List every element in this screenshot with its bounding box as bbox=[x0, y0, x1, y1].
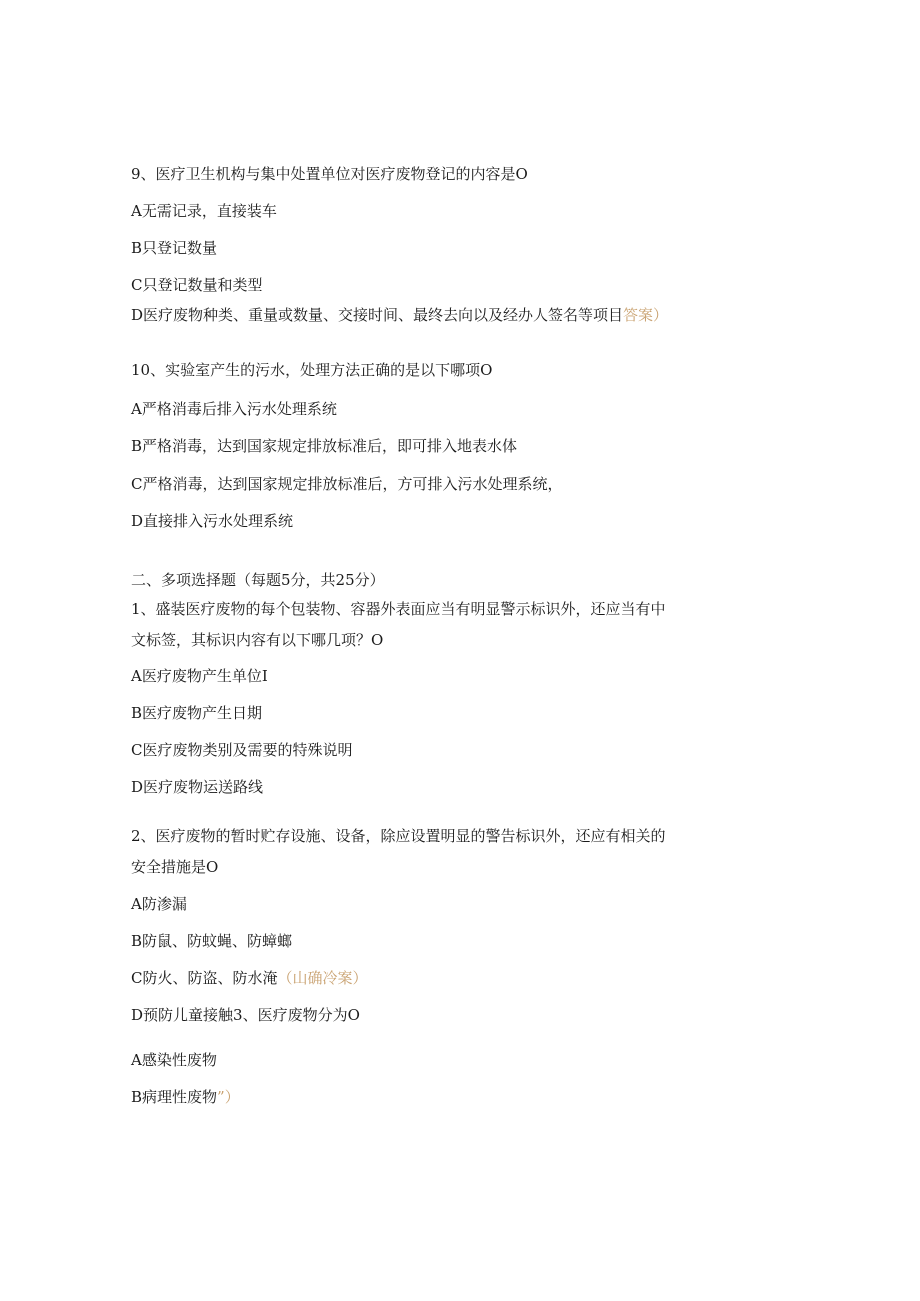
m1-option-b: B医疗废物产生日期 bbox=[131, 704, 263, 722]
m2-stem-line1: 2、医疗废物的暂时贮存设施、设备，除应设置明显的警告标识外，还应有相关的 bbox=[131, 827, 666, 845]
m2-stem-line2: 安全措施是O bbox=[131, 858, 219, 876]
q9-option-c: C只登记数量和类型 bbox=[131, 276, 263, 294]
m1-option-a: A医疗废物产生单位I bbox=[131, 667, 268, 685]
q9-stem: 9、医疗卫生机构与集中处置单位对医疗废物登记的内容是O bbox=[131, 165, 528, 183]
q10-option-a: A严格消毒后排入污水处理系统 bbox=[131, 400, 337, 418]
section-heading-multiple-choice: 二、多项选择题（每题5分，共25分） bbox=[131, 571, 385, 589]
m2-option-c-line bbox=[131, 968, 368, 988]
m3-option-b: B病理性废物 bbox=[131, 1088, 218, 1106]
m3-answer-mark: ”） bbox=[217, 1088, 240, 1106]
q10-stem: 10、实验室产生的污水，处理方法正确的是以下哪项O bbox=[131, 361, 493, 379]
q9-option-d: D医疗废物种类、重量或数量、交接时间、最终去向以及经办人签名等项目 bbox=[131, 306, 624, 324]
m2-option-a: A防渗漏 bbox=[131, 895, 187, 913]
m2-option-b: B防鼠、防蚊蝇、防蟑螂 bbox=[131, 932, 293, 950]
m2-option-d: D预防儿童接触3、医疗废物分为O bbox=[131, 1006, 360, 1024]
q9-option-a: A无需记录，直接装车 bbox=[131, 202, 277, 220]
q10-option-d: D直接排入污水处理系统 bbox=[131, 512, 294, 530]
m1-option-d: D医疗废物运送路线 bbox=[131, 778, 264, 796]
q9-option-d-line bbox=[131, 305, 668, 325]
q10-option-c: C严格消毒，达到国家规定排放标准后，方可排入污水处理系统， bbox=[131, 475, 563, 493]
m1-stem-line2: 文标签，其标识内容有以下哪几项？O bbox=[131, 631, 384, 649]
m2-option-c: C防火、防盗、防水淹 bbox=[131, 969, 278, 987]
m1-option-c: C医疗废物类别及需要的特殊说明 bbox=[131, 741, 353, 759]
m3-option-b-line bbox=[131, 1087, 240, 1107]
m3-option-a: A感染性废物 bbox=[131, 1051, 217, 1069]
q9-option-b: B只登记数量 bbox=[131, 239, 218, 257]
q9-answer-mark: 答案） bbox=[623, 306, 669, 324]
q10-option-b: B严格消毒，达到国家规定排放标准后，即可排入地表水体 bbox=[131, 437, 518, 455]
m1-stem-line1: 1、盛装医疗废物的每个包装物、容器外表面应当有明显警示标识外，还应当有中 bbox=[131, 600, 666, 618]
m2-answer-mark: （山确冷案） bbox=[277, 969, 368, 987]
